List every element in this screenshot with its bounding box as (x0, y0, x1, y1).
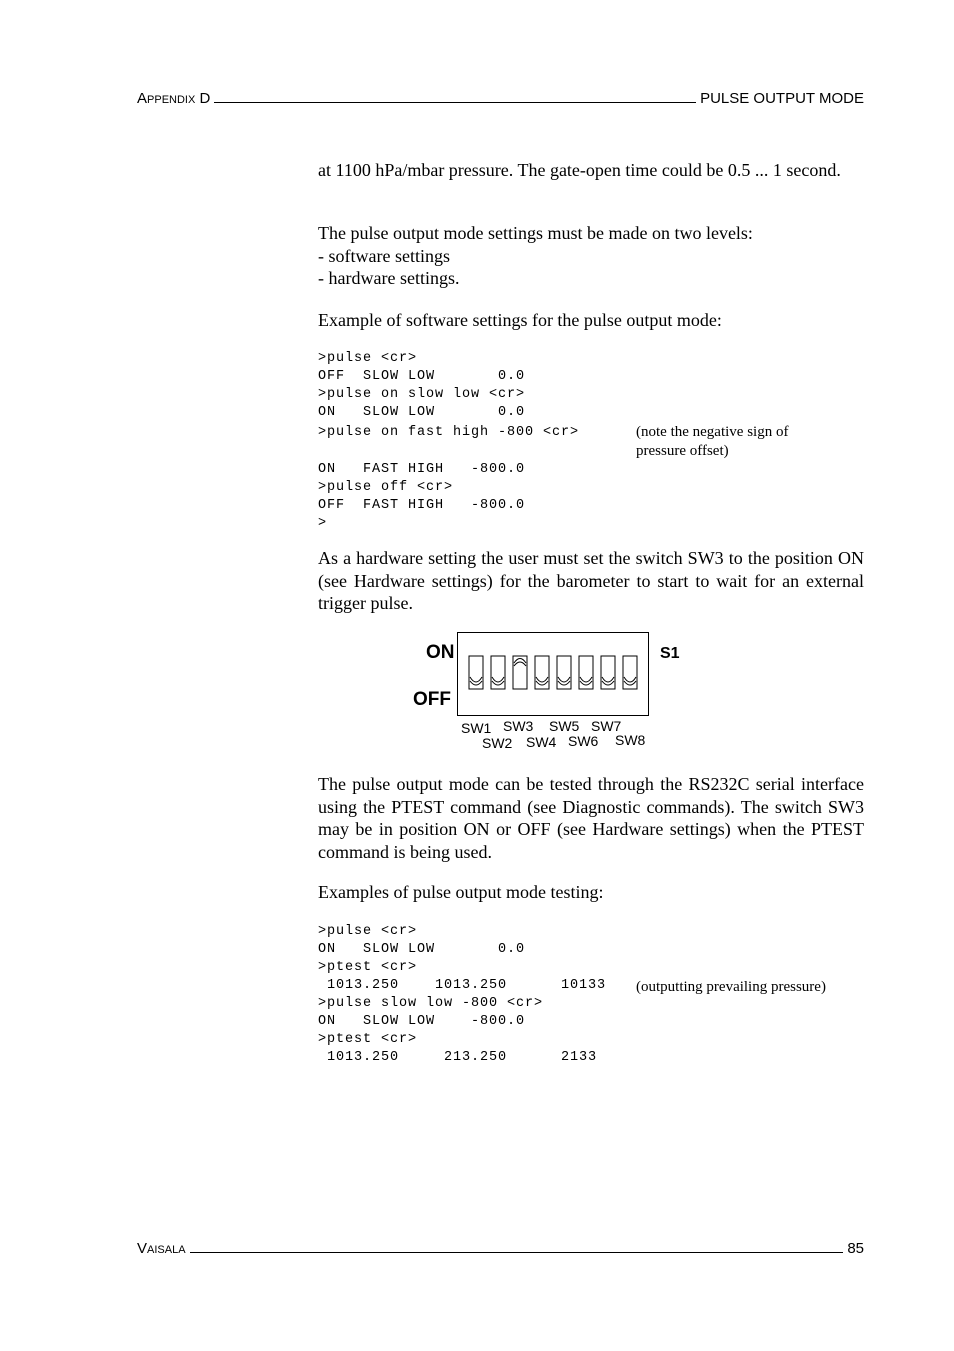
code-line: 1013.250 213.250 2133 (318, 1050, 598, 1065)
dip-switch-sw4 (535, 656, 549, 689)
header-section: APPENDIX D (137, 90, 211, 107)
code-line: ON SLOW LOW 0.0 (318, 405, 526, 420)
dip-switch-sw8 (623, 656, 637, 689)
switch-label-sw7: SW7 (591, 718, 622, 734)
paragraph-gate-time: at 1100 hPa/mbar pressure. The gate-open time could be 0.5 ... 1 second. (318, 160, 841, 180)
dip-switch-sw6 (579, 656, 593, 689)
code-line: >pulse on fast high -800 <cr> (318, 425, 580, 440)
code-line: >pulse <cr> (318, 924, 418, 939)
negative-sign-note: (note the negative sign of pressure offset) (636, 424, 789, 459)
paragraph-software-example: Example of software settings for the pulse output mode: (318, 310, 722, 330)
code-line: ON SLOW LOW 0.0 (318, 942, 526, 957)
footer-rule (190, 1239, 844, 1253)
settings-item-software: - software settings (318, 245, 450, 266)
paragraph-ptest: The pulse output mode can be tested through the RS232C serial interface using the PTEST command (see Diagnostic commands). The switch SW3 may be in position ON or OFF (see Hardware settings) when the PTEST command is being used. (318, 774, 864, 862)
code-line: > (318, 516, 328, 531)
dip-switch-sw1 (469, 656, 483, 689)
switch-diagram (405, 625, 685, 755)
dip-switch-block (457, 632, 655, 718)
code-line: 1013.250 1013.250 10133 (318, 978, 607, 993)
paragraph-hardware-setting: As a hardware setting the user must set the switch SW3 to the position ON (see Hardware settings) for the barometer to start to wait for an external trigger pulse. (318, 548, 864, 613)
switch-label-sw1: SW1 (461, 720, 492, 736)
settings-intro: The pulse output mode settings must be made on two levels: (318, 223, 753, 243)
code-line: OFF FAST HIGH -800.0 (318, 498, 526, 513)
footer-company: VAISALA (137, 1240, 186, 1257)
code-line: OFF SLOW LOW 0.0 (318, 369, 526, 384)
page-header (137, 89, 864, 107)
dip-switch-sw5 (557, 656, 571, 689)
code-line: ON FAST HIGH -800.0 (318, 462, 526, 477)
switch-label-sw6: SW6 (568, 733, 599, 749)
code-block-testing (318, 923, 606, 1067)
switch-label-sw4: SW4 (526, 734, 557, 750)
code-line: >ptest <cr> (318, 960, 418, 975)
code-block-software (318, 350, 579, 442)
dip-switch-sw2 (491, 656, 505, 689)
on-label: ON (426, 642, 455, 663)
page-number: 85 (847, 1240, 864, 1257)
paragraph-settings-levels (318, 222, 864, 290)
code-line: >pulse <cr> (318, 351, 418, 366)
code-block-software-cont (318, 461, 525, 533)
s1-label: S1 (660, 645, 680, 662)
code-line: ON SLOW LOW -800.0 (318, 1014, 526, 1029)
switch-label-sw5: SW5 (549, 718, 580, 734)
code-line: >pulse off <cr> (318, 480, 454, 495)
paragraph-testing-examples: Examples of pulse output mode testing: (318, 882, 604, 902)
code-line: >pulse on slow low <cr> (318, 387, 526, 402)
code-line: >ptest <cr> (318, 1032, 418, 1047)
switch-label-sw8: SW8 (615, 732, 646, 748)
prevailing-pressure-note: (outputting prevailing pressure) (636, 979, 826, 995)
switch-housing (458, 633, 649, 716)
page-footer (137, 1239, 864, 1257)
header-rule (214, 89, 696, 103)
dip-switch-sw3 (513, 656, 527, 689)
dip-switch-sw7 (601, 656, 615, 689)
header-title: PULSE OUTPUT MODE (700, 90, 864, 107)
off-label: OFF (413, 689, 451, 710)
settings-item-hardware: - hardware settings. (318, 268, 460, 288)
switch-label-sw3: SW3 (503, 718, 534, 734)
switch-label-sw2: SW2 (482, 735, 513, 751)
code-line: >pulse slow low -800 <cr> (318, 996, 544, 1011)
